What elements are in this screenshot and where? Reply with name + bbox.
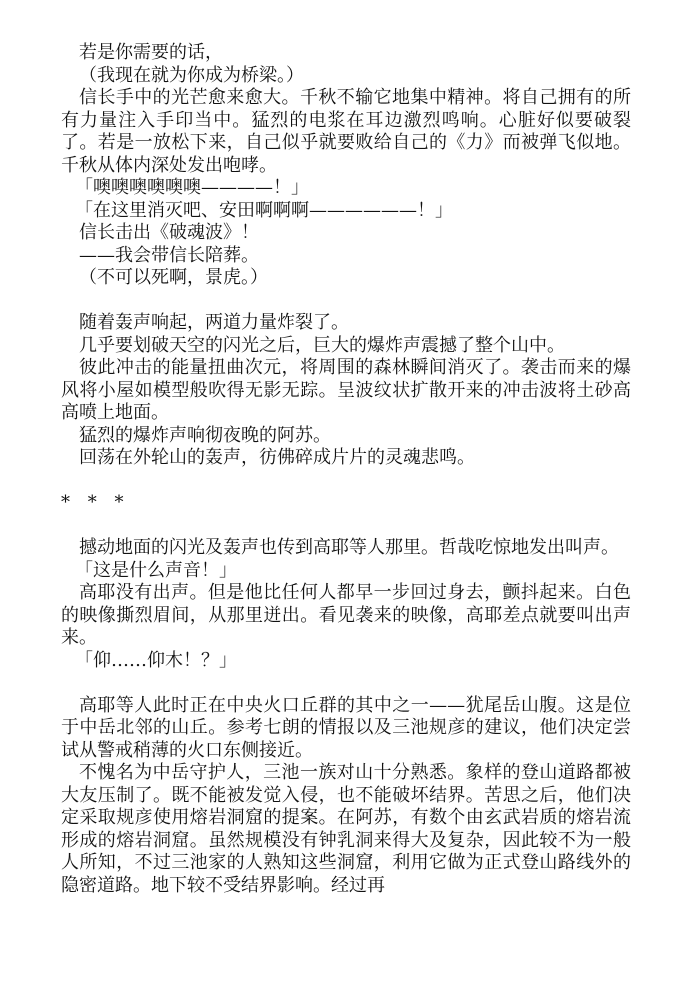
- paragraph: 随着轰声响起，两道力量炸裂了。: [79, 312, 349, 333]
- paragraph: 猛烈的爆炸声响彻夜晚的阿苏。: [79, 424, 331, 446]
- blank-line: [61, 470, 631, 493]
- dialogue-line: 「仰……仰木！？」: [75, 649, 237, 671]
- paragraph: 高耶没有出声。但是他比任何人都早一步回过身去，颤抖起来。白色的映像撕烈眉间，从那里迸出。看见袭来的映像，高耶差点就要叫出声来。: [61, 582, 631, 648]
- blank-line: [61, 672, 631, 695]
- blank-line: [61, 290, 631, 313]
- paragraph: 回荡在外轮山的轰声，彷佛碎成片片的灵魂悲鸣。: [79, 447, 475, 468]
- dialogue-line: 「在这里消灭吧、安田啊啊啊——————！」: [75, 199, 453, 221]
- paragraph: 若是你需要的话，: [79, 42, 223, 63]
- paragraph: 撼动地面的闪光及轰声也传到高耶等人那里。哲哉吃惊地发出叫声。: [79, 537, 619, 558]
- paragraph: 信长手中的光芒愈来愈大。千秋不输它地集中精神。将自己拥有的所有力量注入手印当中。猛烈的电浆在耳边激烈鸣响。心脏好似要破裂了。若是一放松下来，自己似乎就要败给自己的《力》而被弹飞似地。千秋从体内深处发出咆哮。: [61, 87, 631, 176]
- paragraph: （我现在就为你成为桥梁。）: [79, 64, 304, 86]
- paragraph: 彼此冲击的能量扭曲次元，将周围的森林瞬间消灭了。袭击而来的爆风将小屋如模型般吹得无影无踪。呈波纹状扩散开来的冲击波将土砂高高喷上地面。: [61, 357, 631, 423]
- paragraph: 信长击出《破魂波》！: [79, 222, 259, 243]
- paragraph: （不可以死啊，景虎。）: [79, 267, 268, 288]
- document-page: [61, 42, 631, 897]
- paragraph: ——我会带信长陪葬。: [79, 244, 259, 266]
- paragraph: 几乎要划破天空的闪光之后，巨大的爆炸声震撼了整个山中。: [79, 334, 565, 356]
- dialogue-line: 「噢噢噢噢噢噢————！」: [75, 177, 309, 198]
- paragraph: 高耶等人此时正在中央火口丘群的其中之一——犹尾岳山腹。这是位于中岳北邻的山丘。参考七朗的情报以及三池规彦的建议，他们决定尝试从警戒稍薄的火口东侧接近。: [61, 694, 631, 761]
- paragraph: 不愧名为中岳守护人，三池一族对山十分熟悉。象样的登山道路都被大友压制了。既不能被发觉入侵，也不能破坏结界。苦思之后，他们决定采取规彦使用熔岩洞窟的提案。在阿苏，有数个由玄武岩质的熔岩流形成的熔岩洞窟。虽然规模没有钟乳洞来得大及复杂，因此较不为一般人所知，不过三池家的人熟知这些洞窟，利用它做为正式登山路线外的隐密道路。地下较不受结界影响。经过再: [61, 762, 631, 896]
- section-separator: * * *: [61, 492, 130, 513]
- dialogue-line: 「这是什么声音！」: [75, 559, 237, 581]
- blank-line: [61, 515, 631, 538]
